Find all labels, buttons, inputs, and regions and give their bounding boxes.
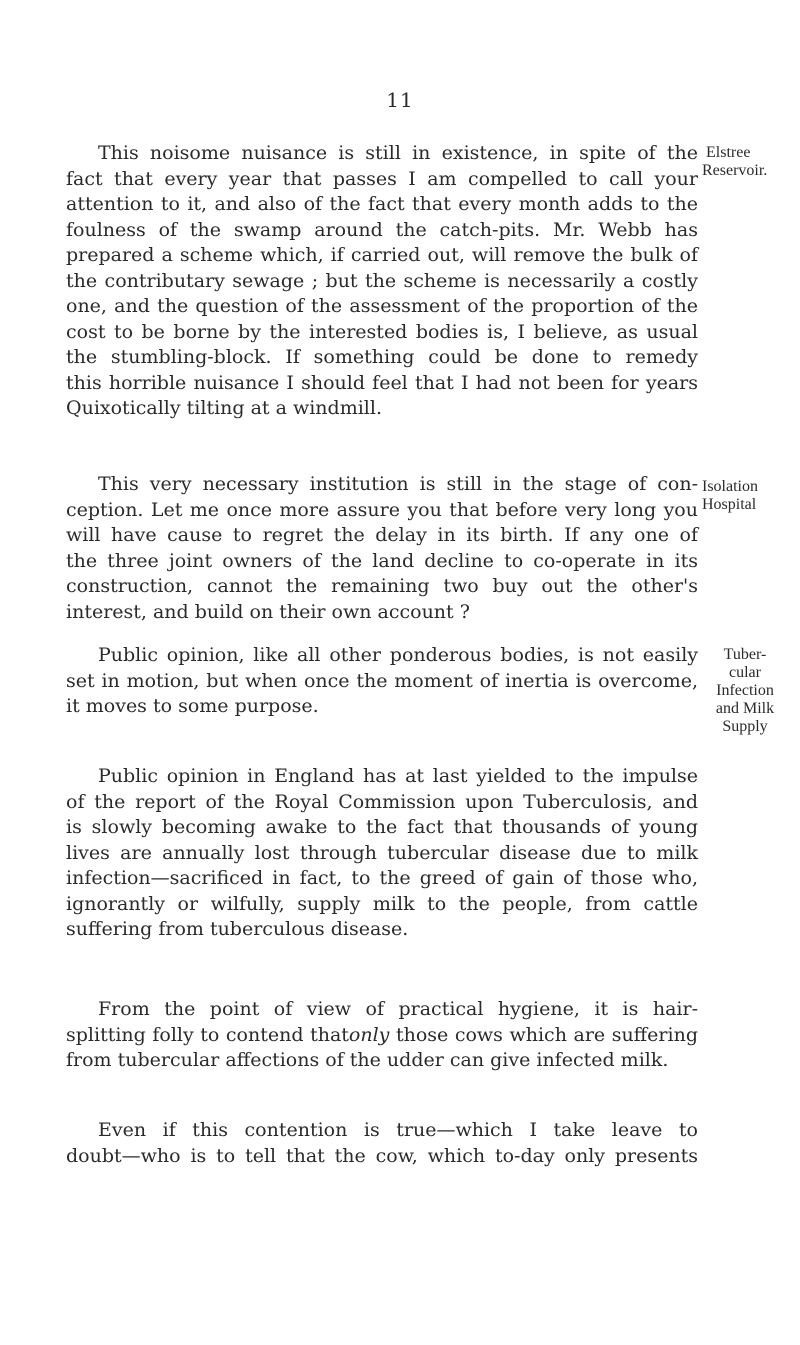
- text-line: the three joint owners of the land decline to co-operate in its: [66, 549, 698, 572]
- text-line: infection—sacrificed in fact, to the greed of gain of those who,: [66, 867, 698, 889]
- sidenote-line: Elstree: [706, 144, 751, 161]
- text-line: cost to be borne by the interested bodies is, I believe, as usual: [66, 320, 698, 343]
- text-line: attention to it, and also of the fact that every month adds to the: [66, 193, 698, 215]
- paragraph-royal-commission: [66, 764, 698, 943]
- text-line: From the point of view of practical hygiene, it is hair-: [98, 998, 698, 1020]
- paragraph-elstree: [66, 141, 698, 422]
- paragraph-practical-hygiene: [66, 997, 698, 1074]
- emphasis-only: only: [348, 1023, 390, 1046]
- text-line: one, and the question of the assessment of the proportion of the: [66, 295, 698, 317]
- text-line: it moves to some purpose.: [66, 695, 319, 717]
- text-line: interest, and build on their own account ?: [66, 600, 470, 623]
- text-line: of the report of the Royal Commission upon Tuberculosis, and: [66, 790, 698, 813]
- text-line: lives are annually lost through tubercular disease due to milk: [66, 841, 698, 864]
- sidenote-line: and Milk: [715, 700, 775, 717]
- sidenote-line: Supply: [722, 718, 768, 735]
- text-fragment: splitting folly to contend that: [66, 1023, 349, 1046]
- sidenote-line: Tuber-: [723, 646, 767, 663]
- text-line: ignorantly or wilfully, supply milk to the people, from cattle: [66, 892, 698, 915]
- text-line: the stumbling-block. If something could be done to remedy: [66, 346, 698, 368]
- sidenote-line: cular: [729, 664, 761, 681]
- text-line: Quixotically tilting at a windmill.: [66, 397, 382, 419]
- text-line: set in motion, but when once the moment of inertia is overcome,: [66, 669, 698, 692]
- text-line: will have cause to regret the delay in its birth. If any one of: [66, 524, 698, 546]
- text-line: is slowly becoming awake to the fact that thousands of young: [66, 816, 698, 838]
- text-line: ception. Let me once more assure you that before very long you: [66, 498, 698, 521]
- text-line: fact that every year that passes I am compelled to call your: [66, 167, 698, 190]
- sidenote-tubercular-infection: [702, 646, 788, 736]
- paragraph-isolation-hospital: [66, 472, 698, 625]
- sidenote-line: Infection: [716, 682, 774, 699]
- text-line: [66, 1023, 698, 1049]
- sidenote-elstree-reservoir: [702, 144, 798, 180]
- text-line: This very necessary institution is still in the stage of con-: [98, 473, 698, 495]
- text-line: This noisome nuisance is still in existence, in spite of the: [98, 142, 698, 164]
- sidenote-line: Isolation: [702, 478, 758, 495]
- text-line: foulness of the swamp around the catch-pits. Mr. Webb has: [66, 218, 698, 241]
- text-line: this horrible nuisance I should feel that I had not been for years: [66, 371, 698, 394]
- paragraph-contention: [66, 1118, 698, 1169]
- sidenote-line: Reservoir.: [702, 162, 768, 179]
- paragraph-public-opinion: [66, 643, 698, 720]
- text-line: doubt—who is to tell that the cow, which to-day only presents: [66, 1144, 698, 1167]
- text-line: the contributary sewage ; but the scheme is necessarily a costly: [66, 269, 698, 292]
- text-line: construction, cannot the remaining two buy out the other's: [66, 575, 698, 597]
- text-line: from tubercular affections of the udder can give infected milk.: [66, 1049, 669, 1071]
- text-fragment: those cows which are suffering: [389, 1023, 698, 1046]
- text-line: Even if this contention is true—which I take leave to: [98, 1119, 698, 1141]
- page-number: 11: [386, 88, 414, 112]
- sidenote-line: Hospital: [702, 496, 757, 513]
- sidenote-isolation-hospital: [702, 478, 798, 514]
- text-line: Public opinion, like all other ponderous bodies, is not easily: [98, 644, 698, 666]
- text-line: prepared a scheme which, if carried out, will remove the bulk of: [66, 244, 698, 266]
- text-line: suffering from tuberculous disease.: [66, 918, 409, 940]
- text-line: Public opinion in England has at last yielded to the impulse: [98, 765, 698, 787]
